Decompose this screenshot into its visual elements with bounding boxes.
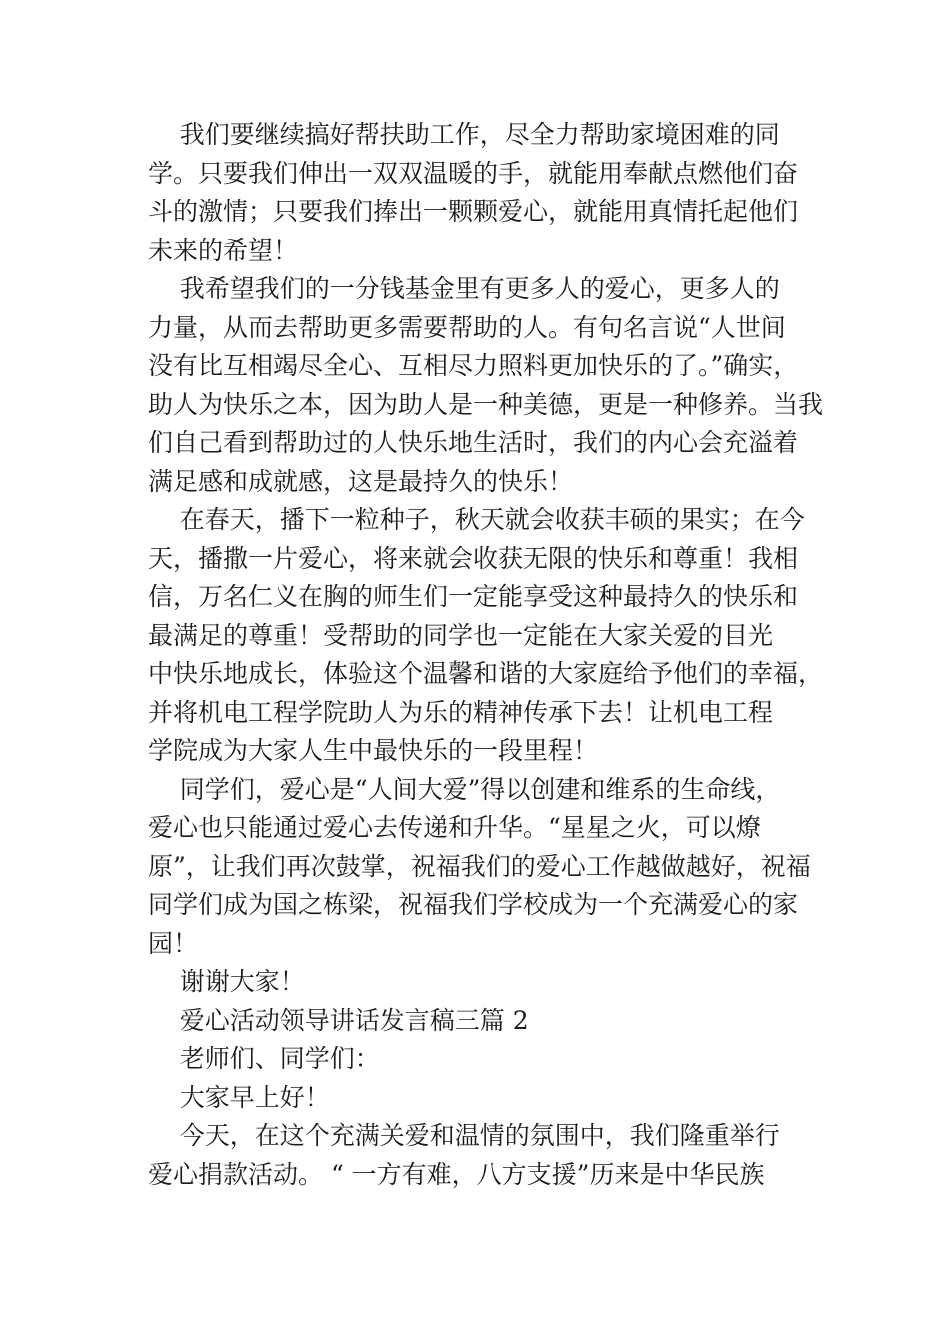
text-line: 未来的希望！ [148, 235, 299, 265]
text-line: 学。只要我们伸出一双双温暖的手，就能用奉献点燃他们奋 [148, 158, 799, 188]
text-line: 斗的激情；只要我们捧出一颗颗爱心，就能用真情托起他们 [148, 197, 799, 226]
text-line: 并将机电工程学院助人为乐的精神传承下去！让机电工程 [148, 697, 774, 727]
text-line: 园！ [148, 928, 199, 958]
text-line: 最满足的尊重！受帮助的同学也一定能在大家关爱的目光 [148, 620, 774, 650]
text-line: 们自己看到帮助过的人快乐地生活时，我们的内心会充溢着 [148, 428, 799, 457]
text-line: 在春天，播下一粒种子，秋天就会收获丰硕的果实；在今 [148, 505, 805, 534]
text-line: 爱心活动领导讲话发言稿三篇 2 [148, 1005, 529, 1035]
text-line: 同学们成为国之栋梁，祝福我们学校成为一个充满爱心的家 [148, 890, 799, 919]
text-line: 学院成为大家人生中最快乐的一段里程！ [148, 736, 599, 765]
text-line: 爱心捐款活动。 “ 一方有难，八方支援”历来是中华民族 [148, 1159, 765, 1189]
text-line: 大家早上好！ [148, 1082, 330, 1112]
text-line: 爱心也只能通过爱心去传递和升华。“星星之火，可以燎 [148, 813, 761, 842]
document-body [148, 116, 828, 1194]
text-line: 助人为快乐之本，因为助人是一种美德，更是一种修养。当我 [148, 389, 824, 419]
text-line: 天，播撒一片爱心，将来就会收获无限的快乐和尊重！我相 [148, 543, 799, 573]
text-line: 满足感和成就感，这是最持久的快乐！ [148, 466, 574, 496]
text-line: 谢谢大家！ [148, 967, 305, 996]
text-line: 老师们、同学们： [148, 1044, 380, 1073]
text-line: 信，万名仁义在胸的师生们一定能享受这种最持久的快乐和 [148, 582, 799, 611]
text-line: 中快乐地成长，体验这个温馨和谐的大家庭给予他们的幸福， [148, 659, 824, 688]
text-line: 我们要继续搞好帮扶助工作，尽全力帮助家境困难的同 [148, 120, 780, 149]
text-line: 没有比互相竭尽全心、互相尽力照料更加快乐的了。”确实， [148, 351, 799, 380]
text-line: 原”，让我们再次鼓掌，祝福我们的爱心工作越做越好，祝福 [148, 851, 811, 881]
text-line: 同学们，爱心是“人间大爱”得以创建和维系的生命线， [148, 774, 781, 804]
text-line: 我希望我们的一分钱基金里有更多人的爱心，更多人的 [148, 274, 780, 303]
text-line: 今天，在这个充满关爱和温情的氛围中，我们隆重举行 [148, 1121, 780, 1150]
text-line: 力量，从而去帮助更多需要帮助的人。有句名言说“人世间 [148, 312, 786, 342]
